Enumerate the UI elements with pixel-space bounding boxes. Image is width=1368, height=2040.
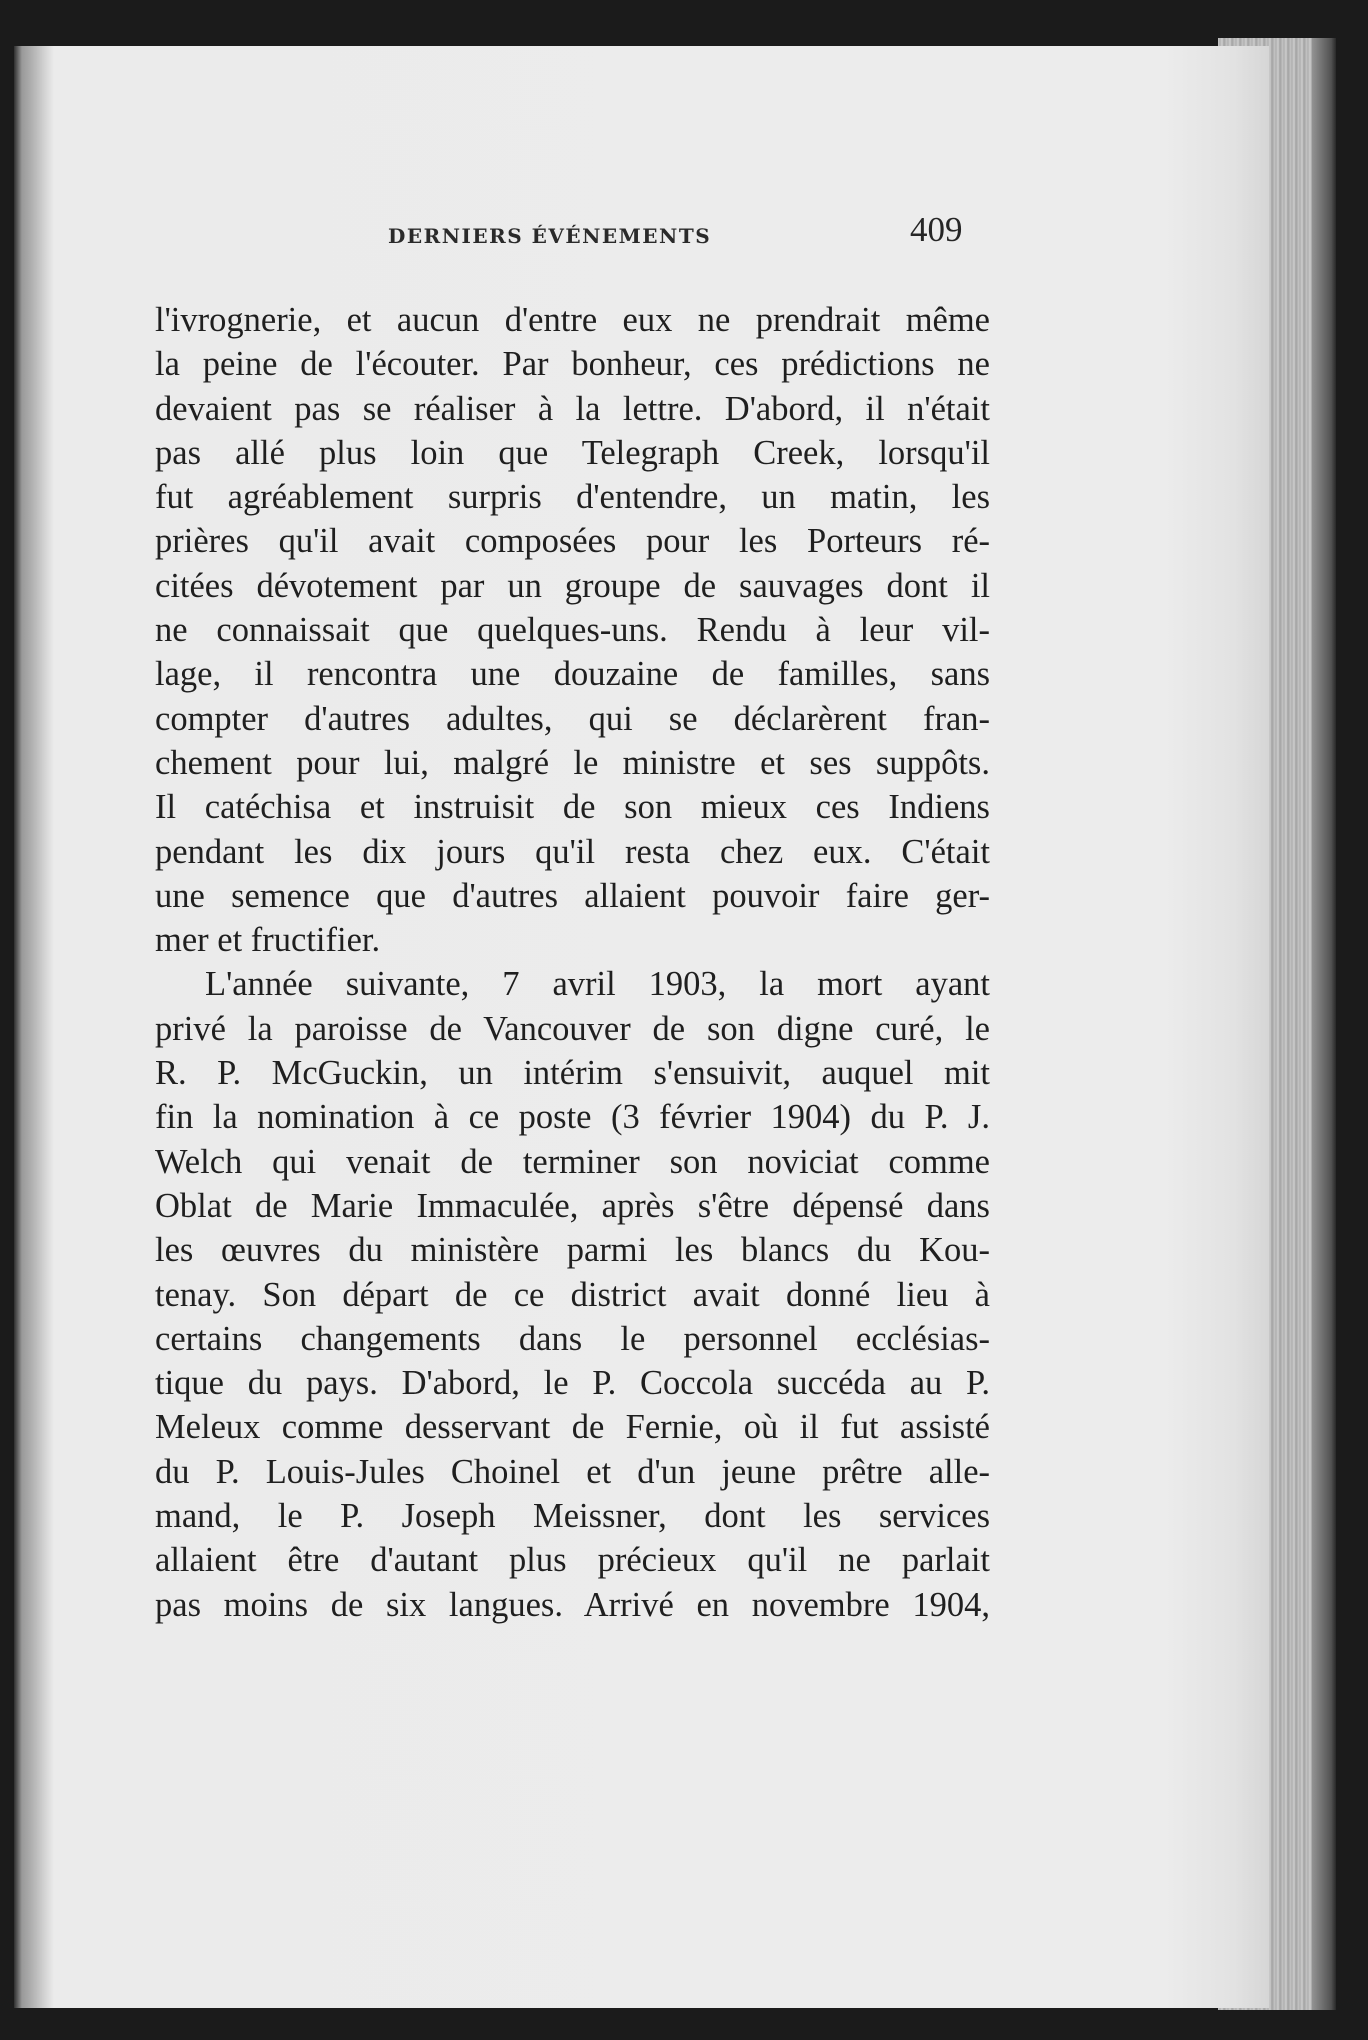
text-line: les œuvres du ministère parmi les blancs du Kou- <box>155 1231 990 1270</box>
text-line: Welch qui venait de terminer son noviciat comme <box>155 1142 990 1181</box>
text-line: pendant les dix jours qu'il resta chez eux. C'était <box>155 832 990 871</box>
text-line: citées dévotement par un groupe de sauvages dont il <box>155 566 990 605</box>
text-line: devaient pas se réaliser à la lettre. D'abord, il n'était <box>155 389 990 428</box>
text-line: privé la paroisse de Vancouver de son digne curé, le <box>155 1009 990 1048</box>
page-number: 409 <box>910 210 963 249</box>
paragraph-2 <box>155 962 990 1626</box>
text-line: Oblat de Marie Immaculée, après s'être dépensé dans <box>155 1186 990 1225</box>
gutter-shadow <box>14 46 54 2008</box>
text-line: du P. Louis-Jules Choinel et d'un jeune prêtre alle- <box>155 1452 990 1491</box>
text-line: Meleux comme desservant de Fernie, où il fut assisté <box>155 1408 990 1447</box>
text-line: certains changements dans le personnel ecclésias- <box>155 1319 990 1358</box>
text-line: tique du pays. D'abord, le P. Coccola succéda au P. <box>155 1364 990 1403</box>
text-line: L'année suivante, 7 avril 1903, la mort ayant <box>205 965 990 1004</box>
text-line: l'ivrognerie, et aucun d'entre eux ne prendrait même <box>155 301 990 339</box>
text-line: pas moins de six langues. Arrivé en novembre 1904, <box>155 1585 990 1624</box>
text-line: lage, il rencontra une douzaine de familles, sans <box>155 655 990 694</box>
text-line: une semence que d'autres allaient pouvoir faire ger- <box>155 876 990 915</box>
text-line: fin la nomination à ce poste (3 février 1904) du P. J. <box>155 1098 990 1137</box>
text-line: prières qu'il avait composées pour les Porteurs ré- <box>155 522 990 561</box>
text-line: tenay. Son départ de ce district avait donné lieu à <box>155 1275 990 1314</box>
paragraph-1 <box>155 298 990 962</box>
text-line: compter d'autres adultes, qui se déclarèrent fran- <box>155 699 990 738</box>
body-text <box>155 298 990 1627</box>
text-line: chement pour lui, malgré le ministre et ses suppôts. <box>155 743 990 782</box>
text-line: allaient être d'autant plus précieux qu'il ne parlait <box>155 1541 990 1580</box>
text-line: mand, le P. Joseph Meissner, dont les services <box>155 1497 990 1536</box>
text-line: Il catéchisa et instruisit de son mieux ces Indiens <box>155 788 990 827</box>
text-line: pas allé plus loin que Telegraph Creek, lorsqu'il <box>155 433 990 472</box>
text-line: mer et fructifier. <box>155 921 381 960</box>
text-line: R. P. McGuckin, un intérim s'ensuivit, auquel mit <box>155 1054 990 1093</box>
text-line: ne connaissait que quelques-uns. Rendu à leur vil- <box>155 611 990 650</box>
text-line: la peine de l'écouter. Par bonheur, ces prédictions ne <box>155 345 990 384</box>
running-head: DERNIERS ÉVÉNEMENTS <box>388 224 712 248</box>
text-line: fut agréablement surpris d'entendre, un matin, les <box>155 478 990 517</box>
